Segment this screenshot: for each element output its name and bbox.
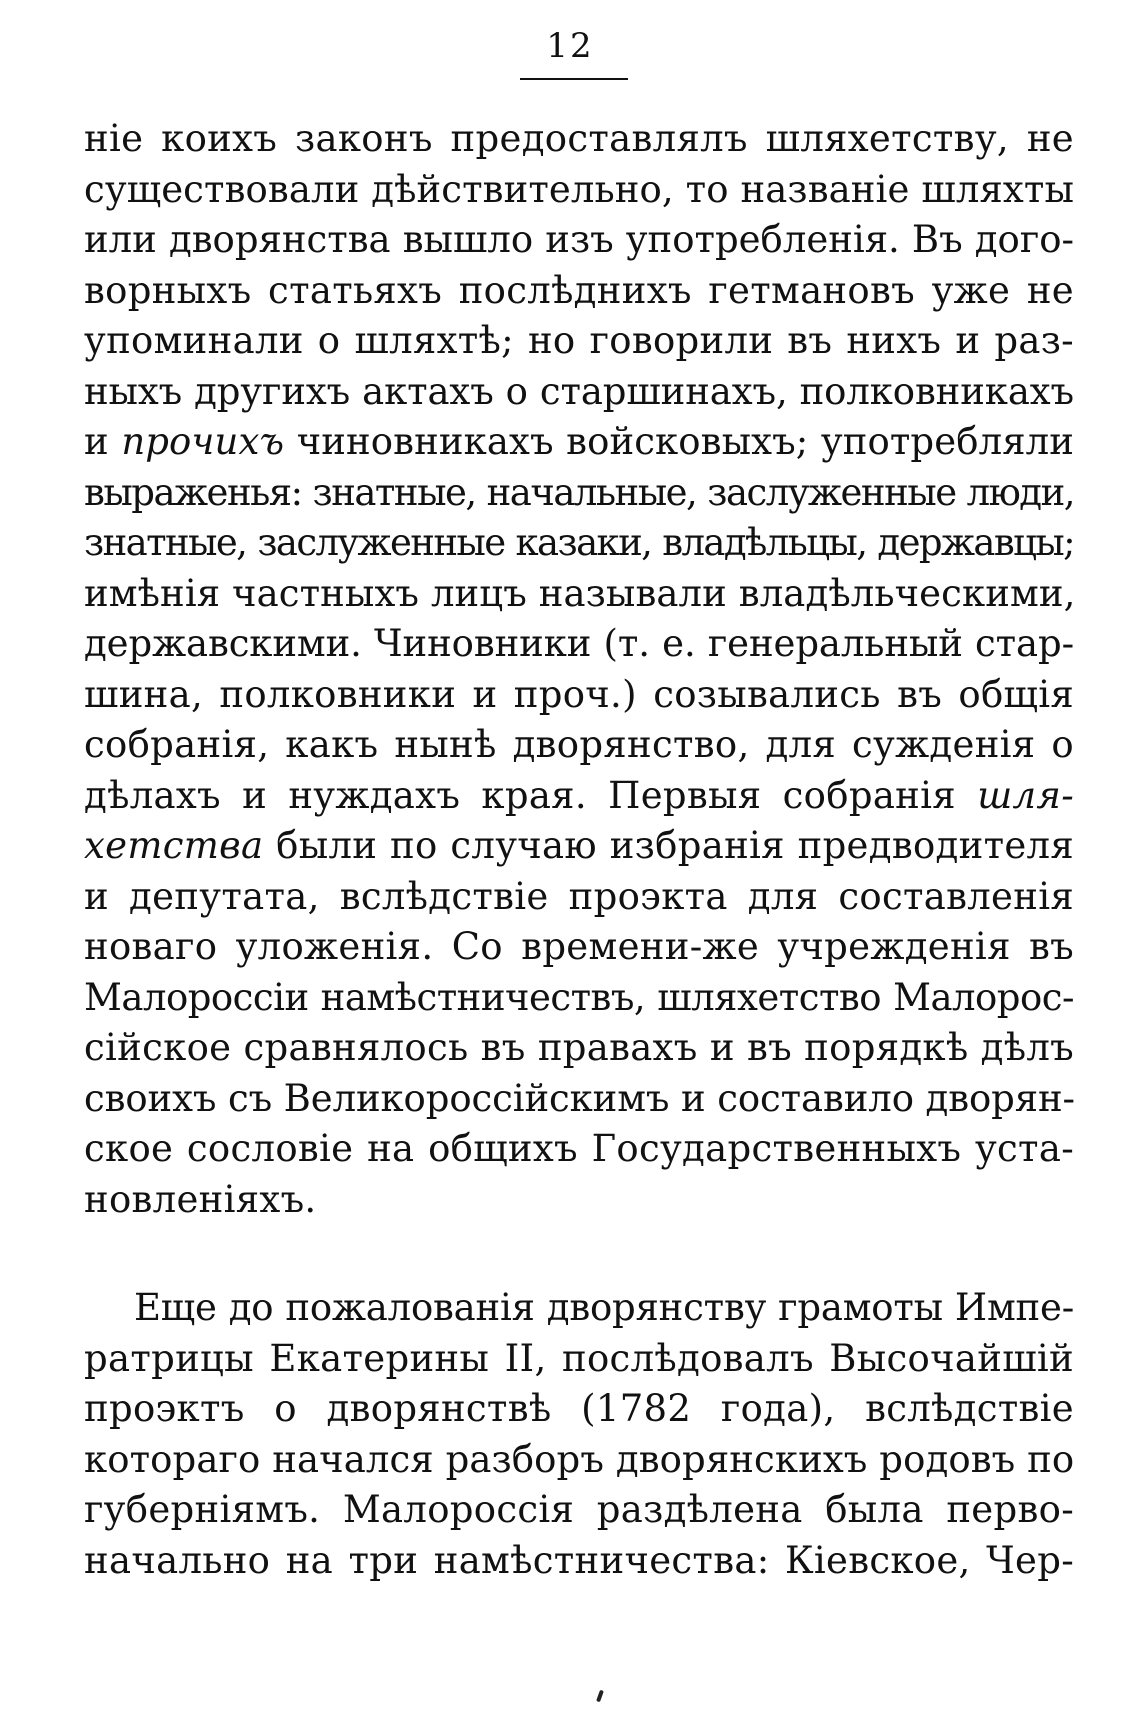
italic-word: хетства [84,824,264,867]
line-text-pre: дѣлахъ и нуждахъ края. Первыя собранія [84,773,978,817]
text-line: котораго начался разборъ дворянскихъ родовъ по [84,1437,1075,1481]
line-text-post: были по случаю избранія предводителя [263,824,1074,867]
text-line-with-italic [84,417,1074,468]
text-line: ворныхъ статьяхъ послѣднихъ гетмановъ уже не [84,268,1074,312]
text-line: державскими. Чиновники (т. е. генеральный стар- [84,622,1074,665]
text-line: губерніямъ. Малороссія раздѣлена была перво- [84,1488,1074,1531]
paragraph-1 [84,114,1074,1225]
text-line: своихъ съ Великороссійскимъ и составило дворян- [84,1076,1075,1120]
text-line: упоминали о шляхтѣ; но говорили въ нихъ и раз- [84,319,1074,362]
page-number-rule [520,78,628,80]
print-speck [596,1690,604,1703]
text-line: сійское сравнялось въ правахъ и въ порядкѣ дѣлъ [84,1026,1074,1069]
line-text-pre: и [84,420,122,463]
text-line: знатные, заслуженные казаки, владѣльцы, державцы; [84,521,1074,564]
text-line: ратрицы Екатерины II, послѣдовалъ Высочайшій [84,1336,1074,1380]
text-line: новаго уложенія. Со времени-же учрежденія въ [84,925,1074,968]
text-line: существовали дѣйствительно, то названіе шляхты [84,167,1074,211]
text-line: ныхъ другихъ актахъ о старшинахъ, полковникахъ [84,369,1074,413]
text-line: проэктъ о дворянствѣ (1782 года), вслѣдствіе [84,1387,1074,1430]
text-line: Еще до пожалованія дворянству грамоты Импе- [134,1286,1074,1329]
text-line: Малороссіи намѣстничествъ, шляхетство Малорос- [84,975,1074,1019]
text-line: и депутата, вслѣдствіе проэкта для составленія [84,874,1074,918]
italic-word: шля- [977,773,1074,817]
text-line: начально на три намѣстничества: Кіевское, Чер- [84,1538,1074,1582]
text-line: выраженья: знатные, начальные, заслуженные люди, [84,470,1074,514]
text-line: новленіяхъ. [84,1177,317,1221]
text-line: ское сословіе на общихъ Государственныхъ уста- [84,1127,1074,1170]
text-line: ніе коихъ законъ предоставлялъ шляхетству, не [84,117,1074,160]
text-line-with-italic [84,771,1074,822]
line-text-post: чиновникахъ войсковыхъ; употребляли [284,420,1074,463]
text-line: или дворянства вышло изъ употребленія. Въ дого- [84,218,1074,261]
text-line-with-italic [84,821,1074,872]
text-line: шина, полковники и проч.) созывались въ общія [84,672,1074,716]
text-line: имѣнія частныхъ лицъ называли владѣльческими, [84,571,1076,615]
page-number: 12 [546,26,594,66]
text-line: собранія, какъ нынѣ дворянство, для сужденія о [84,723,1074,766]
paragraph-2 [84,1283,1074,1586]
italic-word: прочихъ [121,420,285,463]
